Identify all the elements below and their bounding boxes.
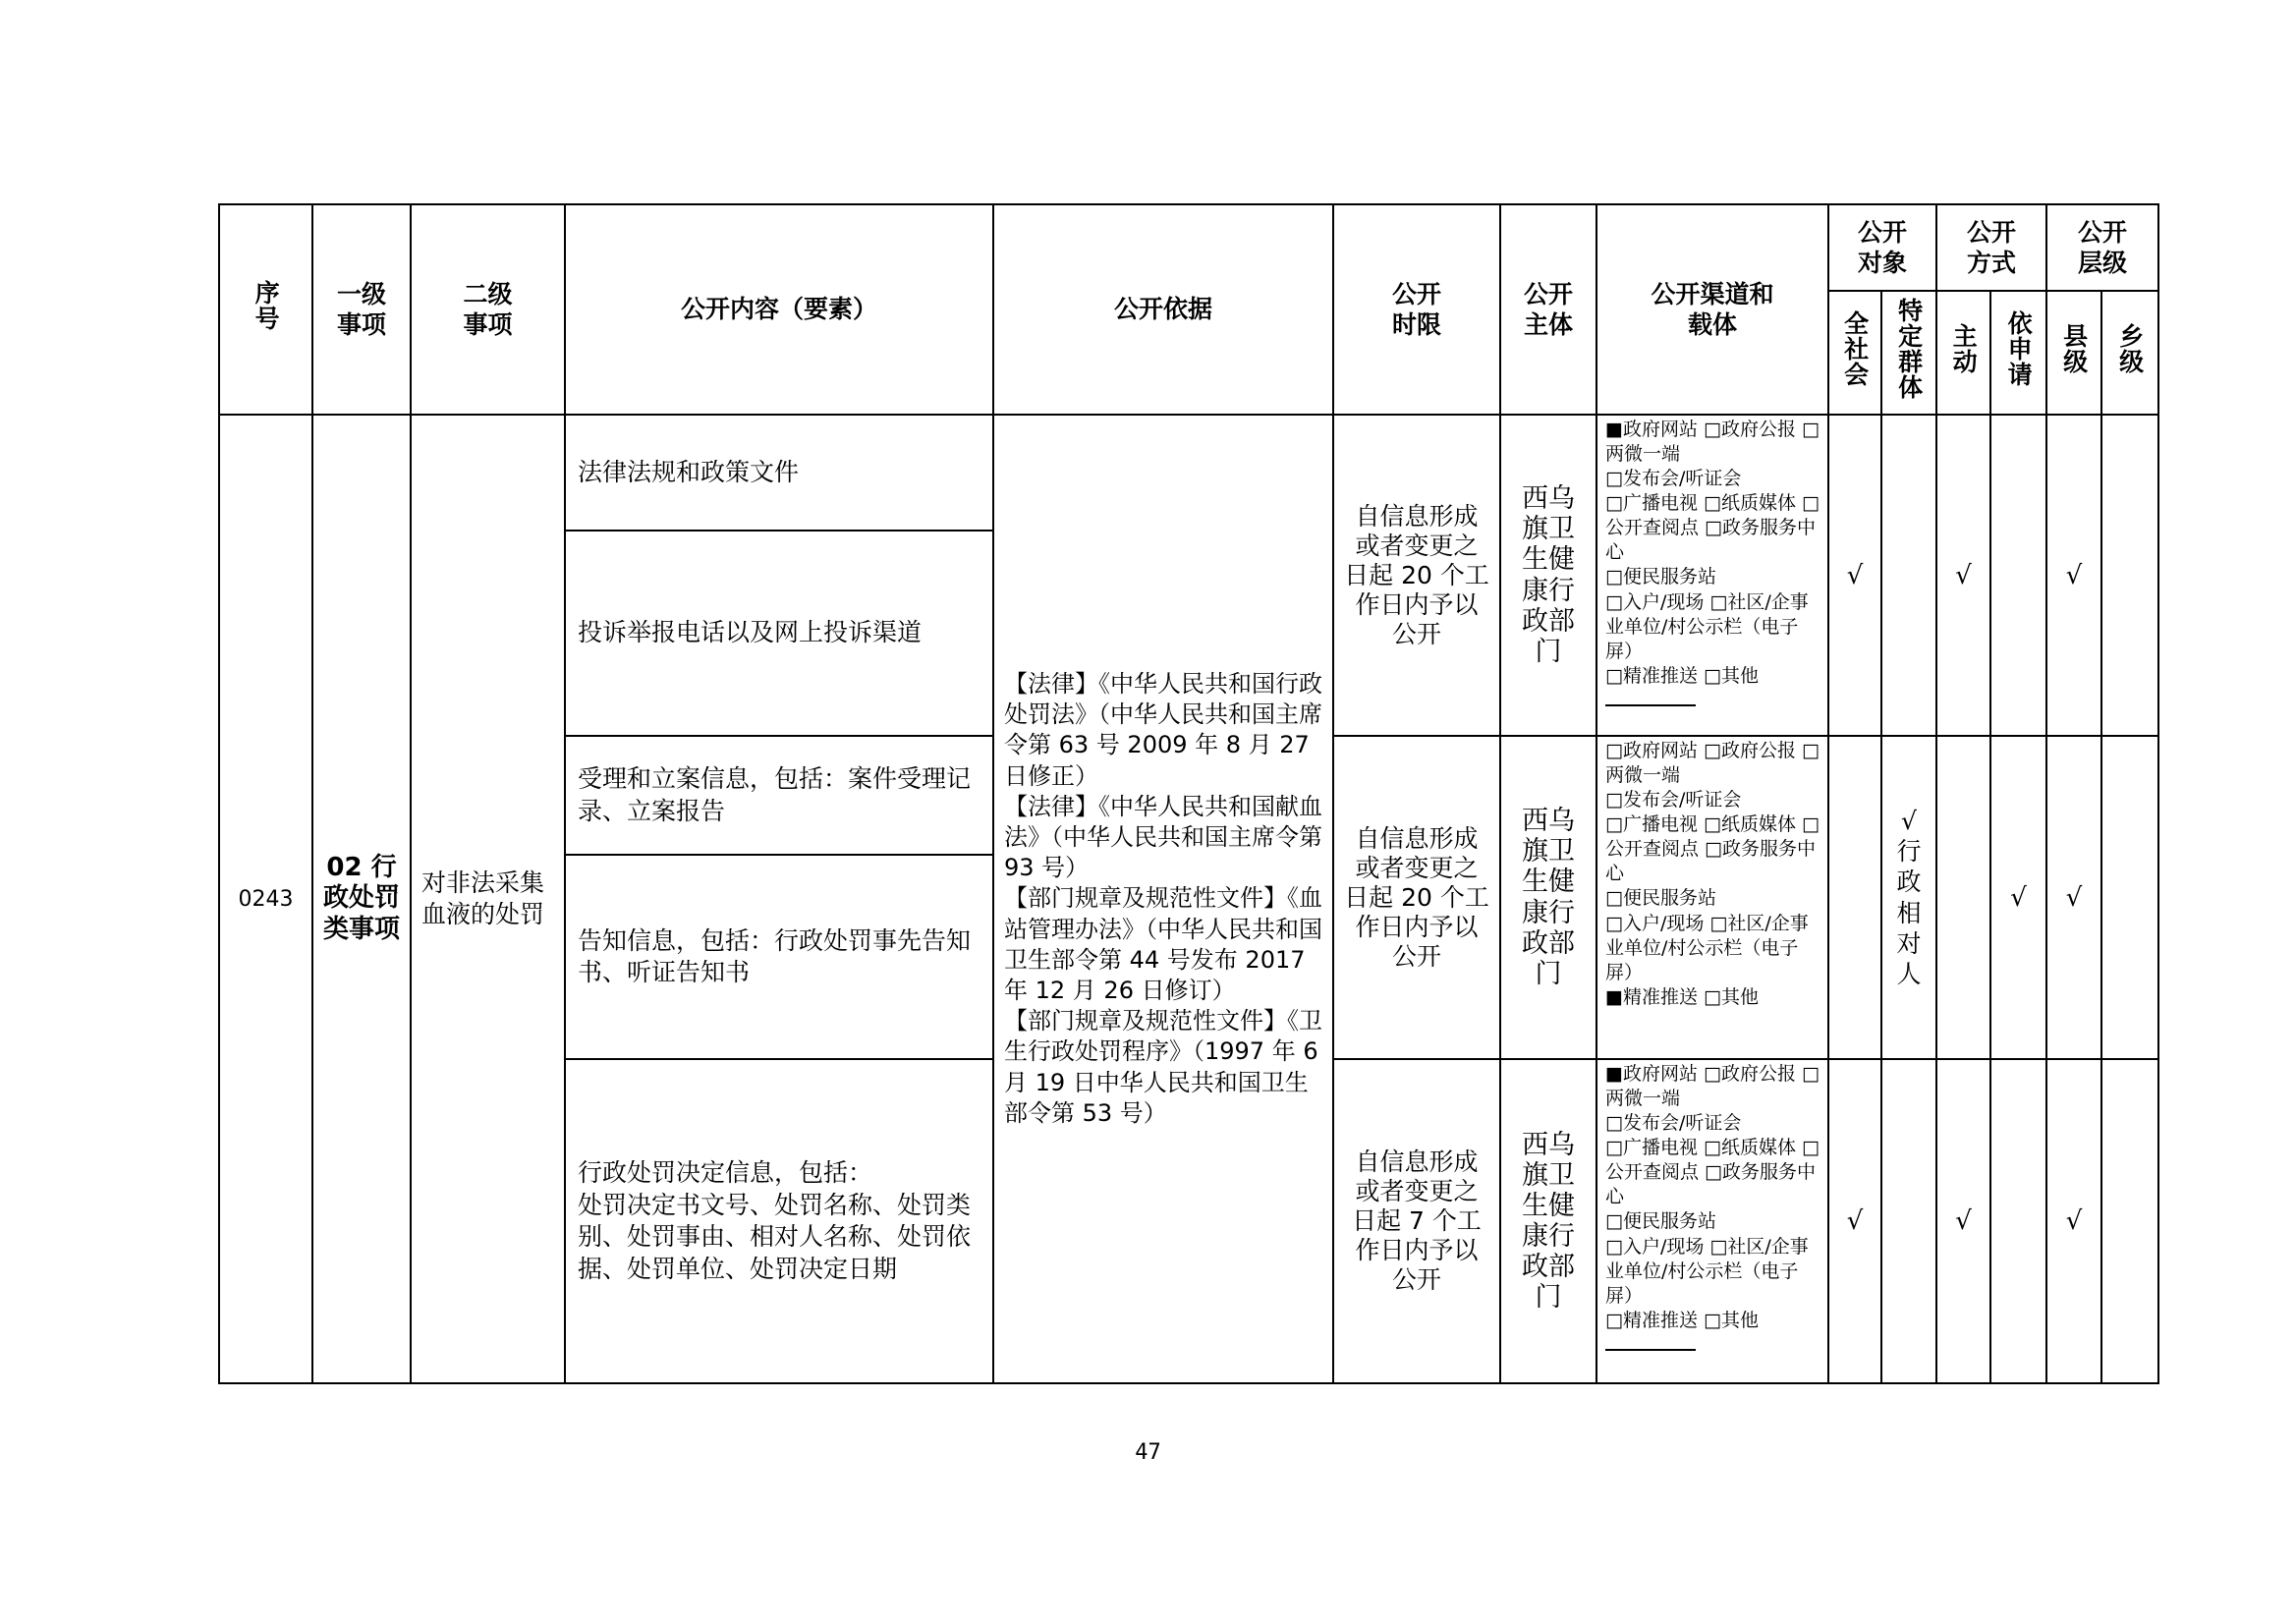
check-target-specific bbox=[1881, 415, 1936, 736]
check-method-active: √ bbox=[1936, 1059, 1990, 1383]
header-method-active: 主动 bbox=[1936, 291, 1990, 415]
time-limit: 自信息形成或者变更之日起 7 个工作日内予以公开 bbox=[1333, 1059, 1500, 1383]
record-basis: 【法律】《中华人民共和国行政处罚法》（中华人民共和国主席令第 63 号 2009 年 8 月 27 日修正） 【法律】《中华人民共和国献血法》（中华人民共和国主席令第 93 号） 【部门规章及规范性文件】《血站管理办法》（中华人民共和国卫生部令第 44 号发布 2017 年 12 月 26 日修订） 【部门规章及规范性文件】《卫生行政处罚程序》（1997 年 6 月 19 日中华人民共和国卫生部令第 53 号） bbox=[993, 415, 1333, 1383]
check-method-request: √ bbox=[1990, 736, 2046, 1059]
record-seq: 0243 bbox=[219, 415, 312, 1383]
check-method-request bbox=[1990, 415, 2046, 736]
header-level1: 一级事项 bbox=[312, 204, 411, 415]
check-target-all bbox=[1828, 736, 1881, 1059]
disclosure-subject: 西乌旗卫生健康行政部门 bbox=[1500, 1059, 1596, 1383]
header-subject: 公开主体 bbox=[1500, 204, 1596, 415]
check-method-active bbox=[1936, 736, 1990, 1059]
check-target-specific bbox=[1881, 1059, 1936, 1383]
check-level-township bbox=[2101, 1059, 2158, 1383]
channel-list: ■政府网站 □政府公报 □两微一端 □发布会/听证会 □广播电视 □纸质媒体 □公开查阅点 □政务服务中心 □便民服务站 □入户/现场 □社区/企事业单位/村公示栏（电子屏） □精准推送 □其他 bbox=[1596, 1059, 1828, 1383]
disclosure-table bbox=[218, 203, 2159, 1384]
content-item: 受理和立案信息，包括：案件受理记录、立案报告 bbox=[565, 736, 993, 855]
header-target: 公开对象 bbox=[1828, 204, 1936, 291]
time-limit: 自信息形成或者变更之日起 20 个工作日内予以公开 bbox=[1333, 415, 1500, 736]
check-target-all: √ bbox=[1828, 1059, 1881, 1383]
header-time-limit: 公开时限 bbox=[1333, 204, 1500, 415]
header-method: 公开方式 bbox=[1936, 204, 2046, 291]
channel-list: ■政府网站 □政府公报 □两微一端 □发布会/听证会 □广播电视 □纸质媒体 □公开查阅点 □政务服务中心 □便民服务站 □入户/现场 □社区/企事业单位/村公示栏（电子屏） □精准推送 □其他 bbox=[1596, 415, 1828, 736]
check-level-county: √ bbox=[2046, 1059, 2101, 1383]
disclosure-subject: 西乌旗卫生健康行政部门 bbox=[1500, 415, 1596, 736]
page-number: 47 bbox=[1135, 1440, 1161, 1465]
header-level: 公开层级 bbox=[2046, 204, 2158, 291]
underline-mark bbox=[1605, 1339, 1696, 1351]
check-target-specific: √行政相对人 bbox=[1881, 736, 1936, 1059]
channel-list: □政府网站 □政府公报 □两微一端 □发布会/听证会 □广播电视 □纸质媒体 □公开查阅点 □政务服务中心 □便民服务站 □入户/现场 □社区/企事业单位/村公示栏（电子屏） ■精准推送 □其他 bbox=[1596, 736, 1828, 1059]
check-level-county: √ bbox=[2046, 415, 2101, 736]
header-target-all: 全社会 bbox=[1828, 291, 1881, 415]
check-level-township bbox=[2101, 736, 2158, 1059]
header-method-request: 依申请 bbox=[1990, 291, 2046, 415]
check-level-county: √ bbox=[2046, 736, 2101, 1059]
content-item: 法律法规和政策文件 bbox=[565, 415, 993, 531]
header-level2: 二级事项 bbox=[411, 204, 565, 415]
check-level-township bbox=[2101, 415, 2158, 736]
header-content: 公开内容（要素） bbox=[565, 204, 993, 415]
disclosure-table-sheet bbox=[218, 203, 2157, 1382]
table-row bbox=[219, 415, 2158, 531]
disclosure-subject: 西乌旗卫生健康行政部门 bbox=[1500, 736, 1596, 1059]
check-method-active: √ bbox=[1936, 415, 1990, 736]
check-target-all: √ bbox=[1828, 415, 1881, 736]
time-limit: 自信息形成或者变更之日起 20 个工作日内予以公开 bbox=[1333, 736, 1500, 1059]
record-level1: 02 行政处罚类事项 bbox=[312, 415, 411, 1383]
check-method-request bbox=[1990, 1059, 2046, 1383]
content-item: 行政处罚决定信息，包括： 处罚决定书文号、处罚名称、处罚类别、处罚事由、相对人名称、处罚依据、处罚单位、处罚决定日期 bbox=[565, 1059, 993, 1383]
header-level-county: 县级 bbox=[2046, 291, 2101, 415]
record-level2: 对非法采集血液的处罚 bbox=[411, 415, 565, 1383]
header-target-specific: 特定群体 bbox=[1881, 291, 1936, 415]
content-item: 告知信息，包括：行政处罚事先告知书、听证告知书 bbox=[565, 855, 993, 1059]
header-basis: 公开依据 bbox=[993, 204, 1333, 415]
underline-mark bbox=[1605, 695, 1696, 706]
header-seq: 序号 bbox=[219, 204, 312, 415]
header-channel: 公开渠道和载体 bbox=[1596, 204, 1828, 415]
content-item: 投诉举报电话以及网上投诉渠道 bbox=[565, 531, 993, 736]
header-level-township: 乡级 bbox=[2101, 291, 2158, 415]
